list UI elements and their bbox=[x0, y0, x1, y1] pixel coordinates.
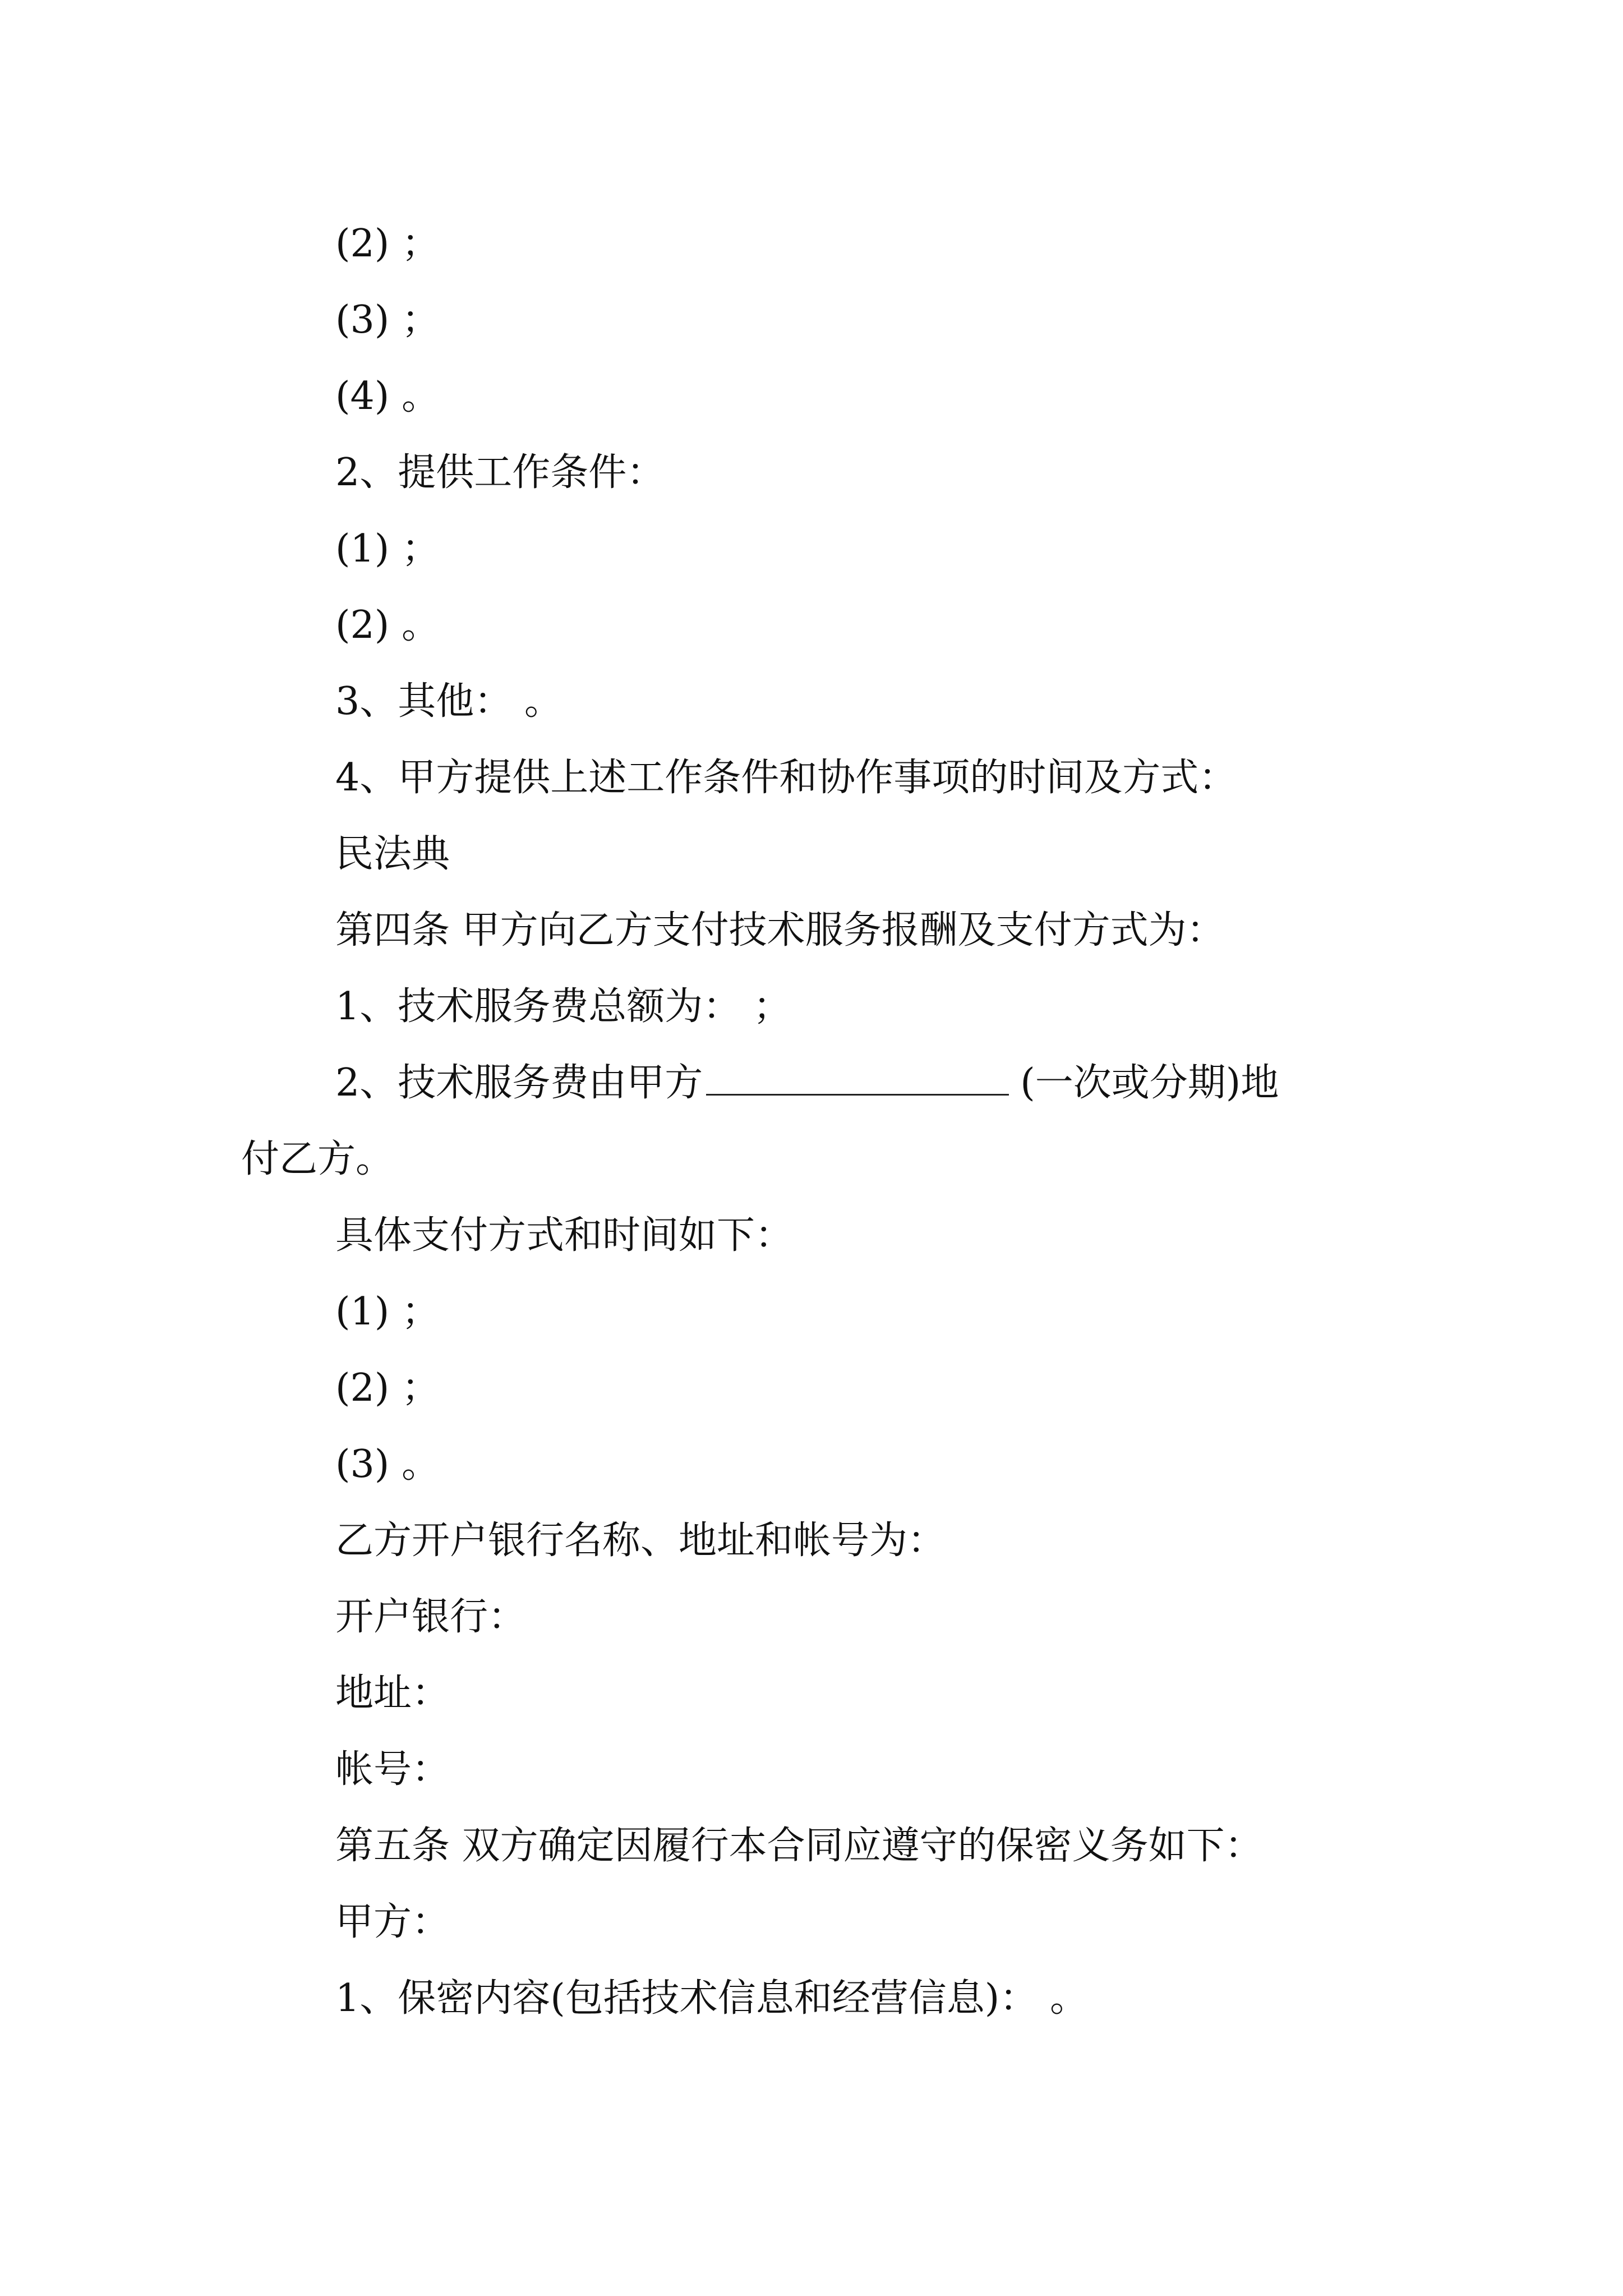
item-2: (2) 。 bbox=[335, 603, 440, 647]
fee-payment-mode: (一次或分期)地 bbox=[1020, 1061, 1279, 1105]
item-2: (2) ； bbox=[335, 1366, 440, 1410]
item-3: (3) ； bbox=[335, 298, 440, 342]
fee-total: 1、技术服务费总额为： ； bbox=[335, 984, 791, 1029]
article-four-heading: 第四条 甲方向乙方支付技术服务报酬及支付方式为： bbox=[335, 908, 1225, 953]
party-a-label: 甲方： bbox=[335, 1900, 450, 1944]
item-1: (1) ； bbox=[335, 1290, 440, 1334]
payment-blank bbox=[706, 1060, 1009, 1096]
item-4: (4) 。 bbox=[335, 374, 440, 418]
item-2: (2) ； bbox=[335, 222, 440, 266]
article-five-heading: 第五条 双方确定因履行本合同应遵守的保密义务如下： bbox=[335, 1824, 1263, 1868]
bank-name: 开户银行： bbox=[335, 1595, 527, 1639]
watermark-text: 民法典 bbox=[335, 832, 450, 876]
clause-time-and-method: 4、甲方提供上述工作条件和协作事项的时间及方式： bbox=[335, 756, 1237, 800]
clause-other: 3、其他： 。 bbox=[335, 679, 562, 724]
payment-details-heading: 具体支付方式和时间如下： bbox=[335, 1213, 794, 1258]
clause-work-conditions: 2、提供工作条件： bbox=[335, 450, 665, 495]
bank-account: 帐号： bbox=[335, 1747, 450, 1792]
fee-payment-text: 2、技术服务费由甲方 bbox=[335, 1061, 703, 1105]
item-1: (1) ； bbox=[335, 527, 440, 571]
bank-address: 地址： bbox=[335, 1671, 450, 1715]
bank-info-heading: 乙方开户银行名称、地址和帐号为： bbox=[335, 1519, 946, 1563]
fee-payment-continued: 付乙方。 bbox=[241, 1137, 394, 1181]
confidential-content: 1、保密内容(包括技术信息和经营信息)： 。 bbox=[335, 1976, 1088, 2021]
item-3: (3) 。 bbox=[335, 1442, 440, 1487]
fee-payment-line bbox=[335, 1052, 1279, 1114]
